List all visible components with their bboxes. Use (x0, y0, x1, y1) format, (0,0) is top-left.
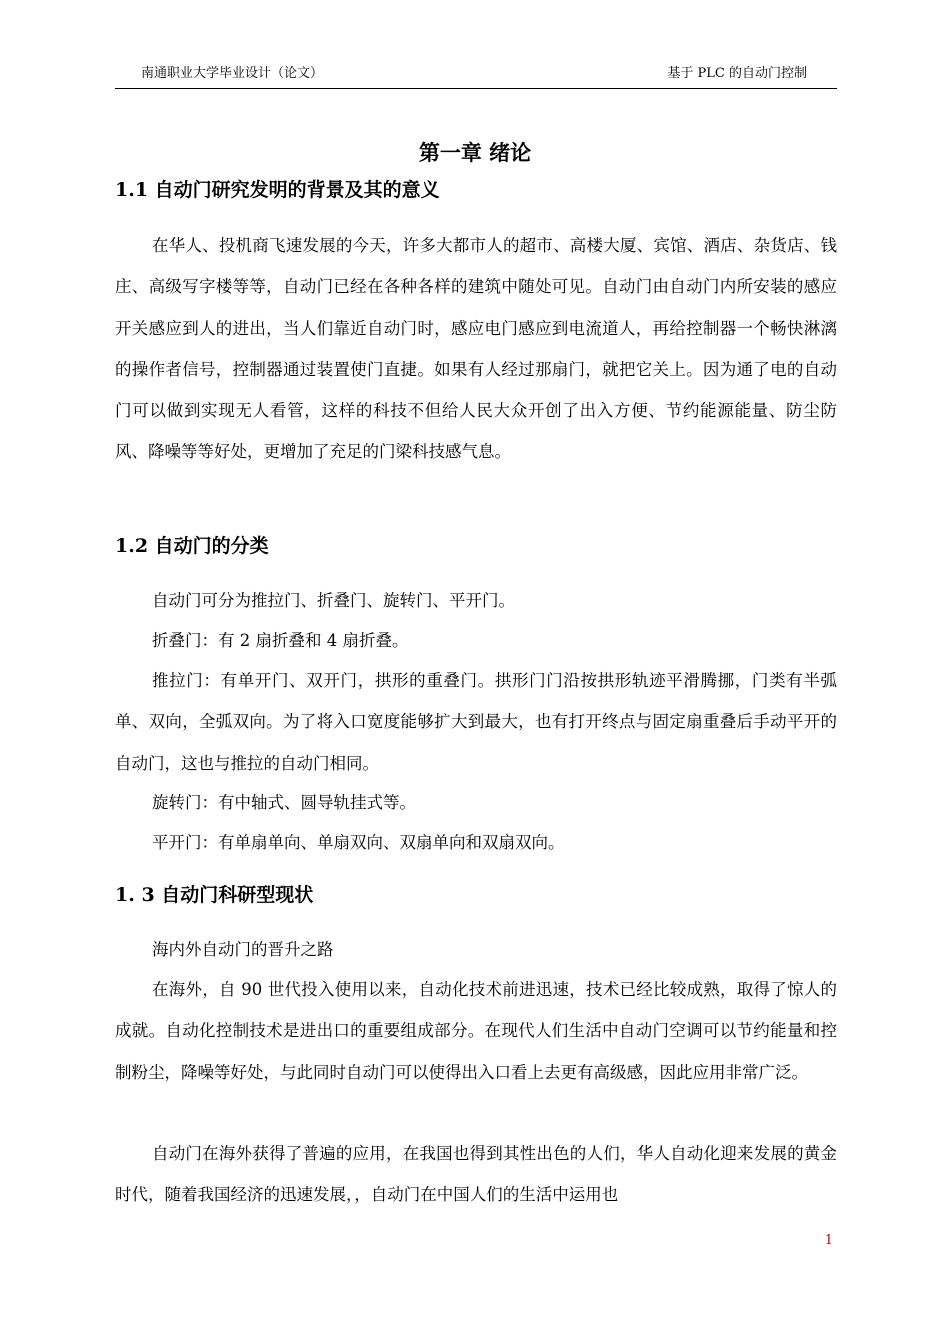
page-number: 1 (824, 1233, 833, 1248)
swing-door-line: 平开门：有单扇单向、单扇双向、双扇单向和双扇双向。 (152, 833, 565, 852)
page-header (115, 64, 837, 89)
overseas-paragraph: 在海外，自 90 世代投入使用以来，自动化技术前进迅速，技术已经比较成熟，取得了惊人的成就。自动化控制技术是进出口的重要组成部分。在现代人们生活中自动门空调可以节约能量和控制粉尘，降噪等好处，与此同时自动门可以使得出入口看上去更有高级感，因此应用非常广泛。 (115, 980, 837, 1082)
section-1-1-heading: 1.1 自动门研究发明的背景及其的意义 (115, 179, 440, 201)
section-1-1-paragraph: 在华人、投机商飞速发展的今天，许多大都市人的超市、高楼大厦、宾馆、酒店、杂货店、钱庄、高级写字楼等等，自动门已经在各种各样的建筑中随处可见。自动门由自动门内所安装的感应开关感应到人的进出，当人们靠近自动门时，感应电门感应到电流道人，再给控制器一个畅快淋漓的操作者信号，控制器通过装置使门直捷。如果有人经过那扇门，就把它关上。因为通了电的自动门可以做到实现无人看管，这样的科技不但给人民大众开创了出入方便、节约能源能量、防尘防风、降噪等等好处，更增加了充足的门梁科技感气息。 (115, 236, 837, 462)
section-1-2-heading: 1.2 自动门的分类 (115, 535, 269, 557)
revolving-door-line: 旋转门：有中轴式、圆导轨挂式等。 (152, 793, 416, 812)
header-right-title: 基于 PLC 的自动门控制 (667, 66, 807, 81)
sliding-door-paragraph: 推拉门：有单开门、双开门，拱形的重叠门。拱形门门沿按拱形轨迹平滑腾挪，门类有半弧单、双向，全弧双向。为了将入口宽度能够扩大到最大，也有打开终点与固定扇重叠后手动平开的自动门，这也与推拉的自动门相同。 (115, 671, 837, 773)
chapter-title: 第一章 绪论 (418, 140, 532, 165)
folding-door-line: 折叠门：有 2 扇折叠和 4 扇折叠。 (152, 631, 409, 650)
domestic-paragraph: 自动门在海外获得了普遍的应用，在我国也得到其性出色的人们，华人自动化迎来发展的黄金时代，随着我国经济的迅速发展，，自动门在中国人们的生活中运用也 (115, 1144, 837, 1205)
section-1-3-heading: 1. 3 自动门科研型现状 (115, 884, 314, 906)
development-subtitle: 海内外自动门的晋升之路 (152, 940, 334, 959)
header-left-title: 南通职业大学毕业设计（论文） (141, 66, 324, 81)
classification-intro: 自动门可分为推拉门、折叠门、旋转门、平开门。 (152, 591, 515, 610)
